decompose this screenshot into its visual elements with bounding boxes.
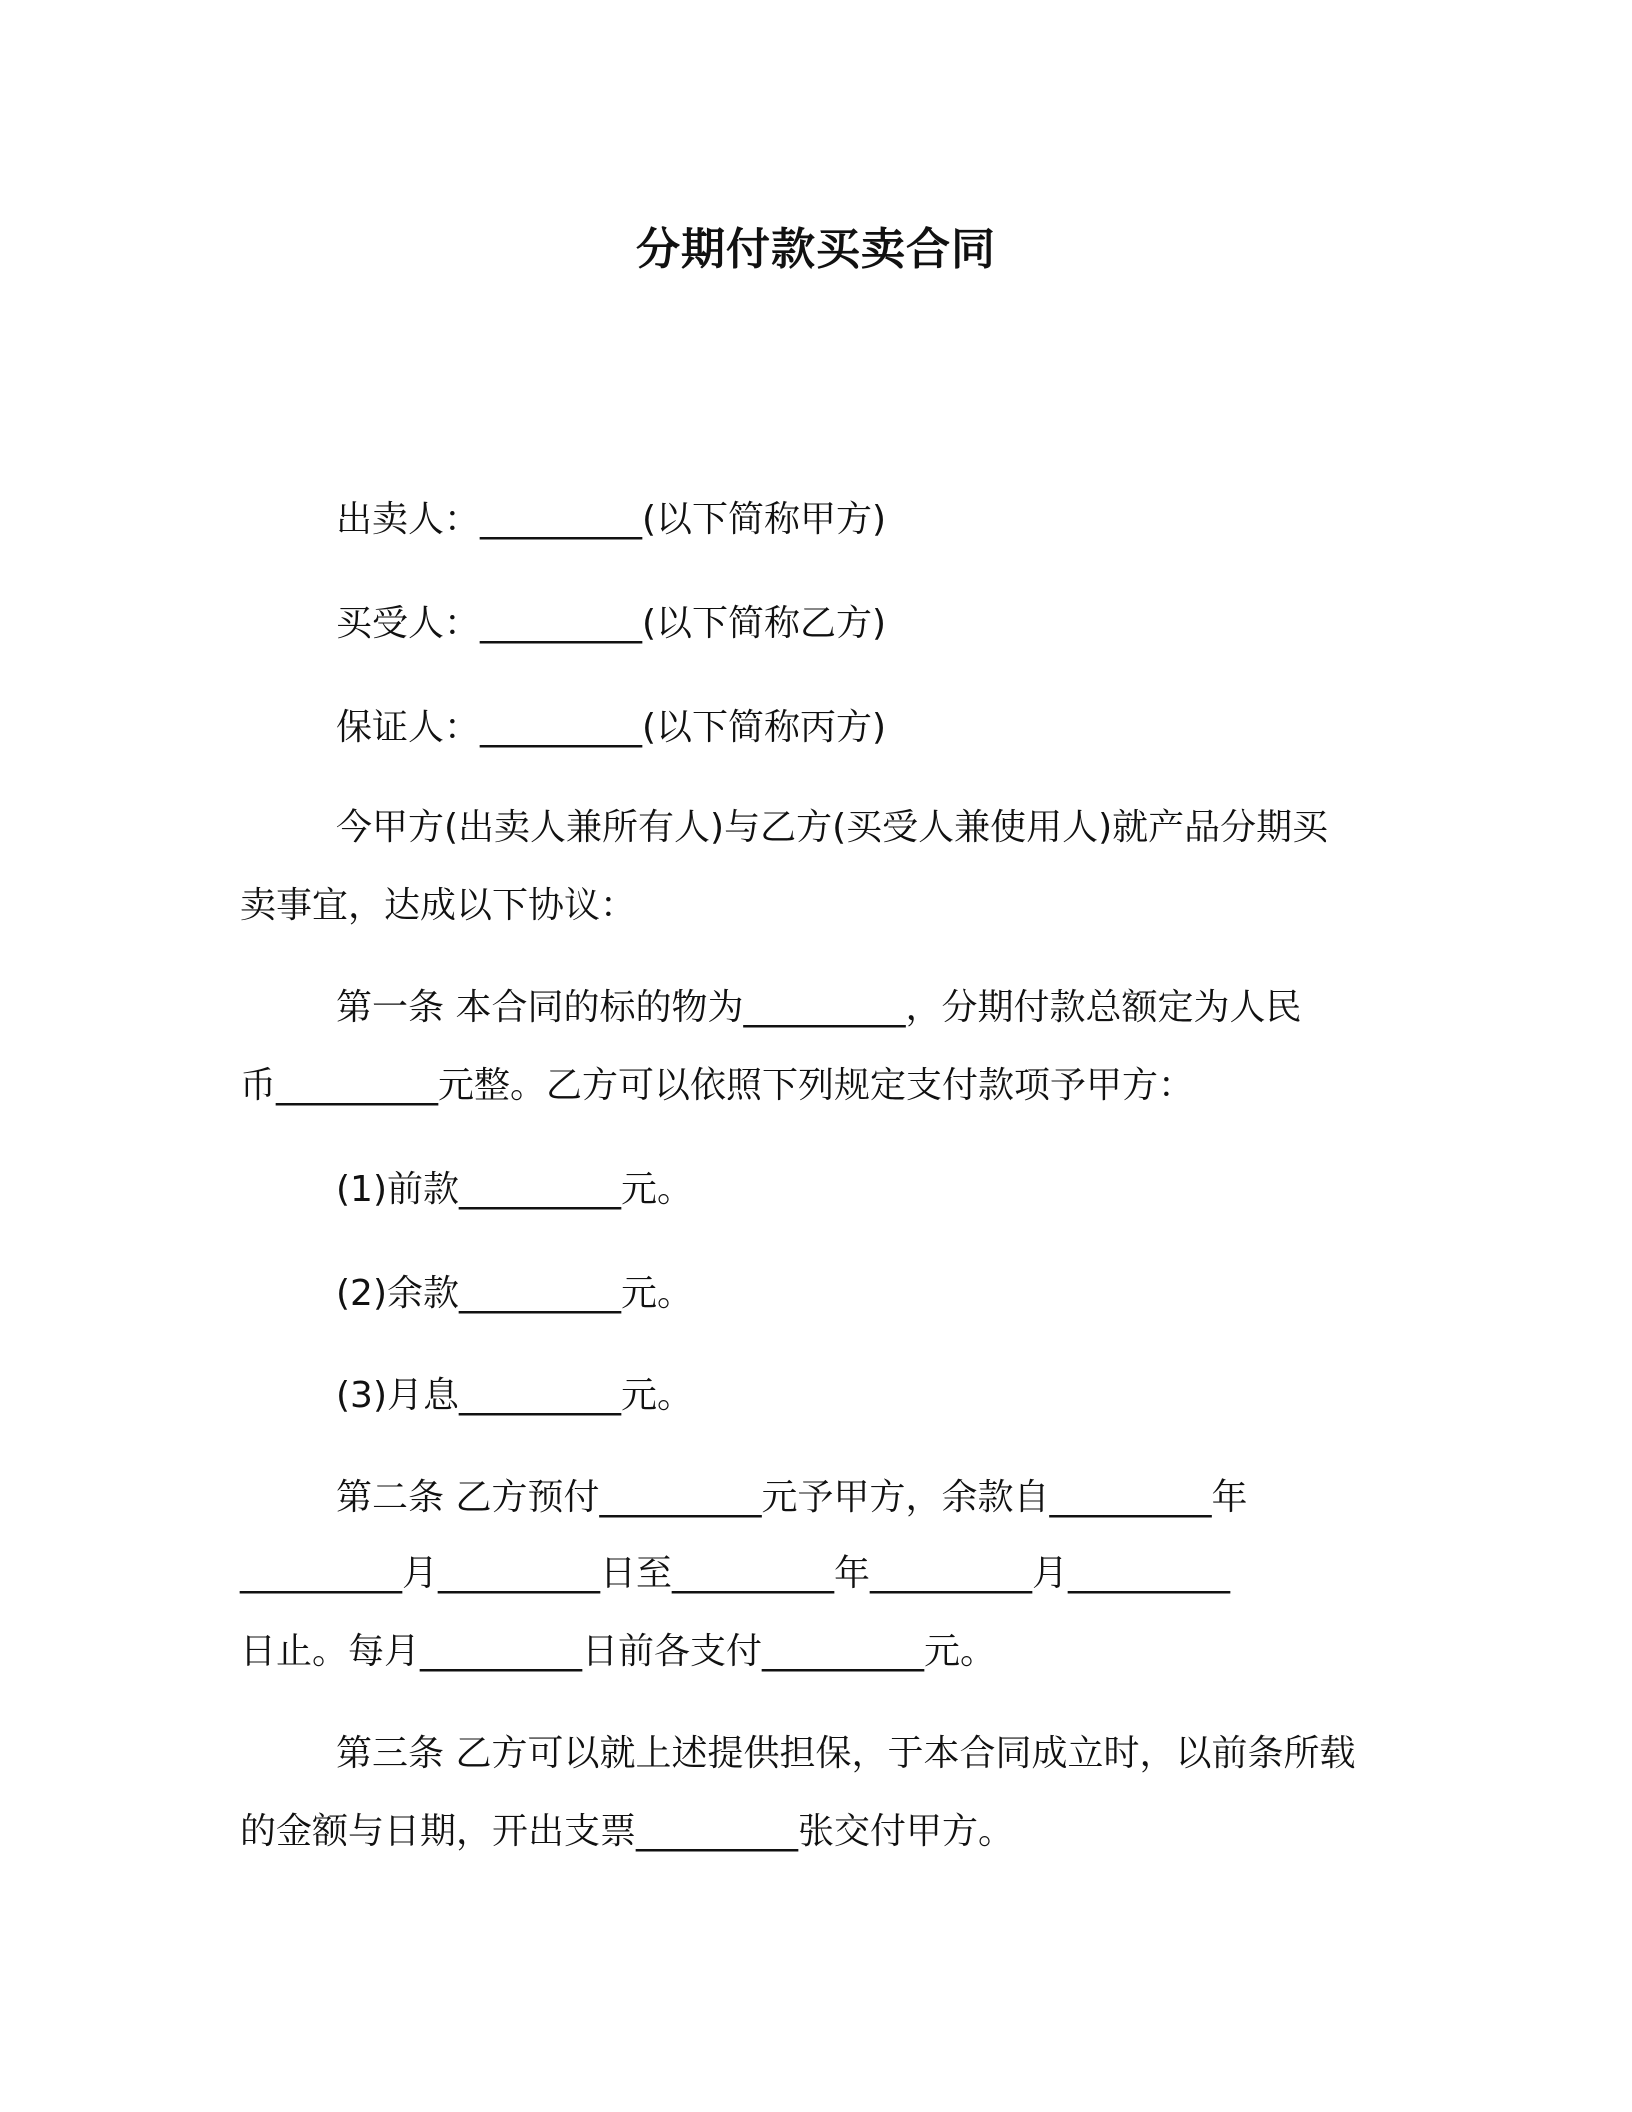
preamble-line-1: 今甲方(出卖人兼所有人)与乙方(买受人兼使用人)就产品分期买 (336, 807, 1329, 848)
document-title: 分期付款买卖合同 (636, 224, 996, 275)
article2-line-2: _________月_________日至_________年_________月_________ (240, 1553, 1230, 1594)
article1-line-2: 币_________元整。乙方可以依照下列规定支付款项予甲方： (240, 1065, 1195, 1106)
article1-line-1: 第一条 本合同的标的物为_________，分期付款总额定为人民 (336, 987, 1302, 1028)
article3-line-2: 的金额与日期，开出支票_________张交付甲方。 (240, 1811, 1015, 1852)
seller-line: 出卖人：_________(以下简称甲方) (336, 499, 887, 540)
buyer-line: 买受人：_________(以下简称乙方) (336, 603, 887, 644)
article2-line-3: 日止。每月_________日前各支付_________元。 (240, 1631, 997, 1672)
preamble-line-2: 卖事宜，达成以下协议： (240, 885, 637, 926)
payment-item-2: (2)余款_________元。 (336, 1273, 693, 1314)
article3-line-1: 第三条 乙方可以就上述提供担保，于本合同成立时，以前条所载 (336, 1733, 1356, 1774)
payment-item-3: (3)月息_________元。 (336, 1375, 693, 1416)
article2-line-1: 第二条 乙方预付_________元予甲方，余款自_________年 (336, 1477, 1248, 1518)
payment-item-1: (1)前款_________元。 (336, 1169, 693, 1210)
guarantor-line: 保证人：_________(以下简称丙方) (336, 707, 887, 748)
